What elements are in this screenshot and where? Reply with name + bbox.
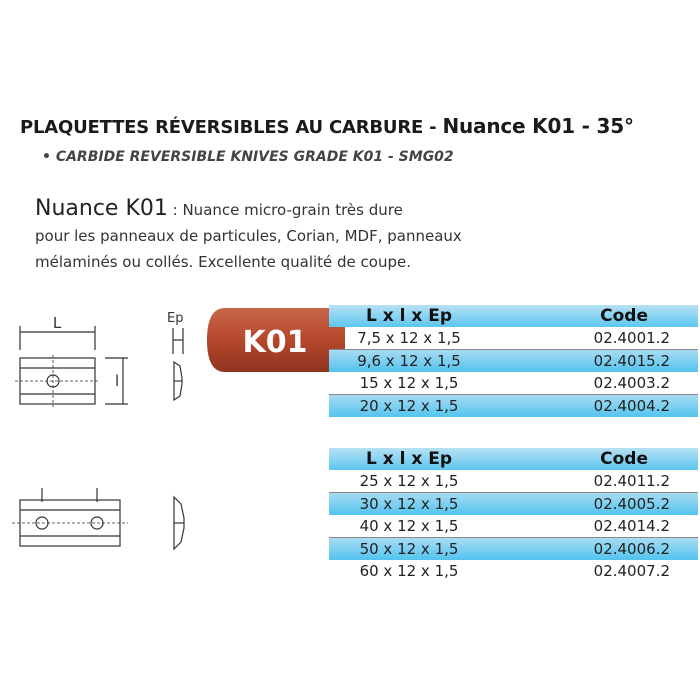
code-cell: 02.4001.2 xyxy=(489,327,698,350)
dimension-l xyxy=(105,358,128,404)
knife-diagram xyxy=(0,300,200,560)
label-L: L xyxy=(52,314,62,332)
table-header-row xyxy=(329,448,698,470)
dimension-cell: 9,6 x 12 x 1,5 xyxy=(357,352,461,370)
code-cell: 02.4004.2 xyxy=(593,397,670,415)
code-cell: 02.4005.2 xyxy=(593,495,670,513)
product-table-short xyxy=(329,305,698,417)
grade-badge xyxy=(205,304,345,376)
column-header-dimensions: L x l x Ep xyxy=(365,449,453,469)
insert-long-front xyxy=(12,488,128,546)
insert-small-side xyxy=(167,311,183,400)
table-row xyxy=(329,470,698,493)
insert-long-side xyxy=(174,497,184,549)
code-cell: 02.4011.2 xyxy=(489,470,698,493)
code-cell: 02.4007.2 xyxy=(593,562,670,580)
column-header-code: Code xyxy=(600,449,648,469)
dimension-cell: 40 x 12 x 1,5 xyxy=(329,515,489,538)
dimension-cell: 60 x 12 x 1,5 xyxy=(359,562,459,580)
table-row xyxy=(329,493,698,516)
table-row xyxy=(329,538,698,561)
description-block xyxy=(35,196,555,275)
table-row xyxy=(329,515,698,538)
badge-label: K01 xyxy=(242,325,308,360)
description-lead: Nuance K01 xyxy=(35,196,168,221)
column-header-code: Code xyxy=(600,306,648,326)
code-cell: 02.4003.2 xyxy=(489,372,698,395)
code-cell: 02.4014.2 xyxy=(489,515,698,538)
table-row xyxy=(329,395,698,418)
product-table-long xyxy=(329,448,698,582)
page-subtitle: • CARBIDE REVERSIBLE KNIVES GRADE K01 - SMG02 xyxy=(42,149,454,165)
table-row xyxy=(329,350,698,373)
dimension-cell: 30 x 12 x 1,5 xyxy=(359,495,459,513)
description-line-3: mélaminés ou collés. Excellente qualité de coupe. xyxy=(35,253,412,271)
insert-small-front xyxy=(15,355,100,407)
page-title xyxy=(20,114,634,138)
title-main: PLAQUETTES RÉVERSIBLES AU CARBURE - xyxy=(20,117,443,138)
dimension-cell: 20 x 12 x 1,5 xyxy=(359,397,459,415)
code-cell: 02.4006.2 xyxy=(593,540,670,558)
table-row xyxy=(329,372,698,395)
dimension-cell: 7,5 x 12 x 1,5 xyxy=(329,327,489,350)
table-header-row xyxy=(329,305,698,327)
table-row xyxy=(329,327,698,350)
column-header-dimensions: L x l x Ep xyxy=(365,306,453,326)
title-grade: Nuance K01 - 35° xyxy=(442,114,634,138)
dimension-cell: 25 x 12 x 1,5 xyxy=(329,470,489,493)
dimension-cell: 15 x 12 x 1,5 xyxy=(329,372,489,395)
code-cell: 02.4015.2 xyxy=(593,352,670,370)
table-row xyxy=(329,560,698,582)
label-ep: Ep xyxy=(167,311,184,326)
dimension-L xyxy=(20,314,95,350)
description-line-2: pour les panneaux de particules, Corian, MDF, panneaux xyxy=(35,227,462,245)
dimension-cell: 50 x 12 x 1,5 xyxy=(359,540,459,558)
description-line-1: : Nuance micro-grain très dure xyxy=(167,201,403,219)
label-l: l xyxy=(115,372,120,390)
